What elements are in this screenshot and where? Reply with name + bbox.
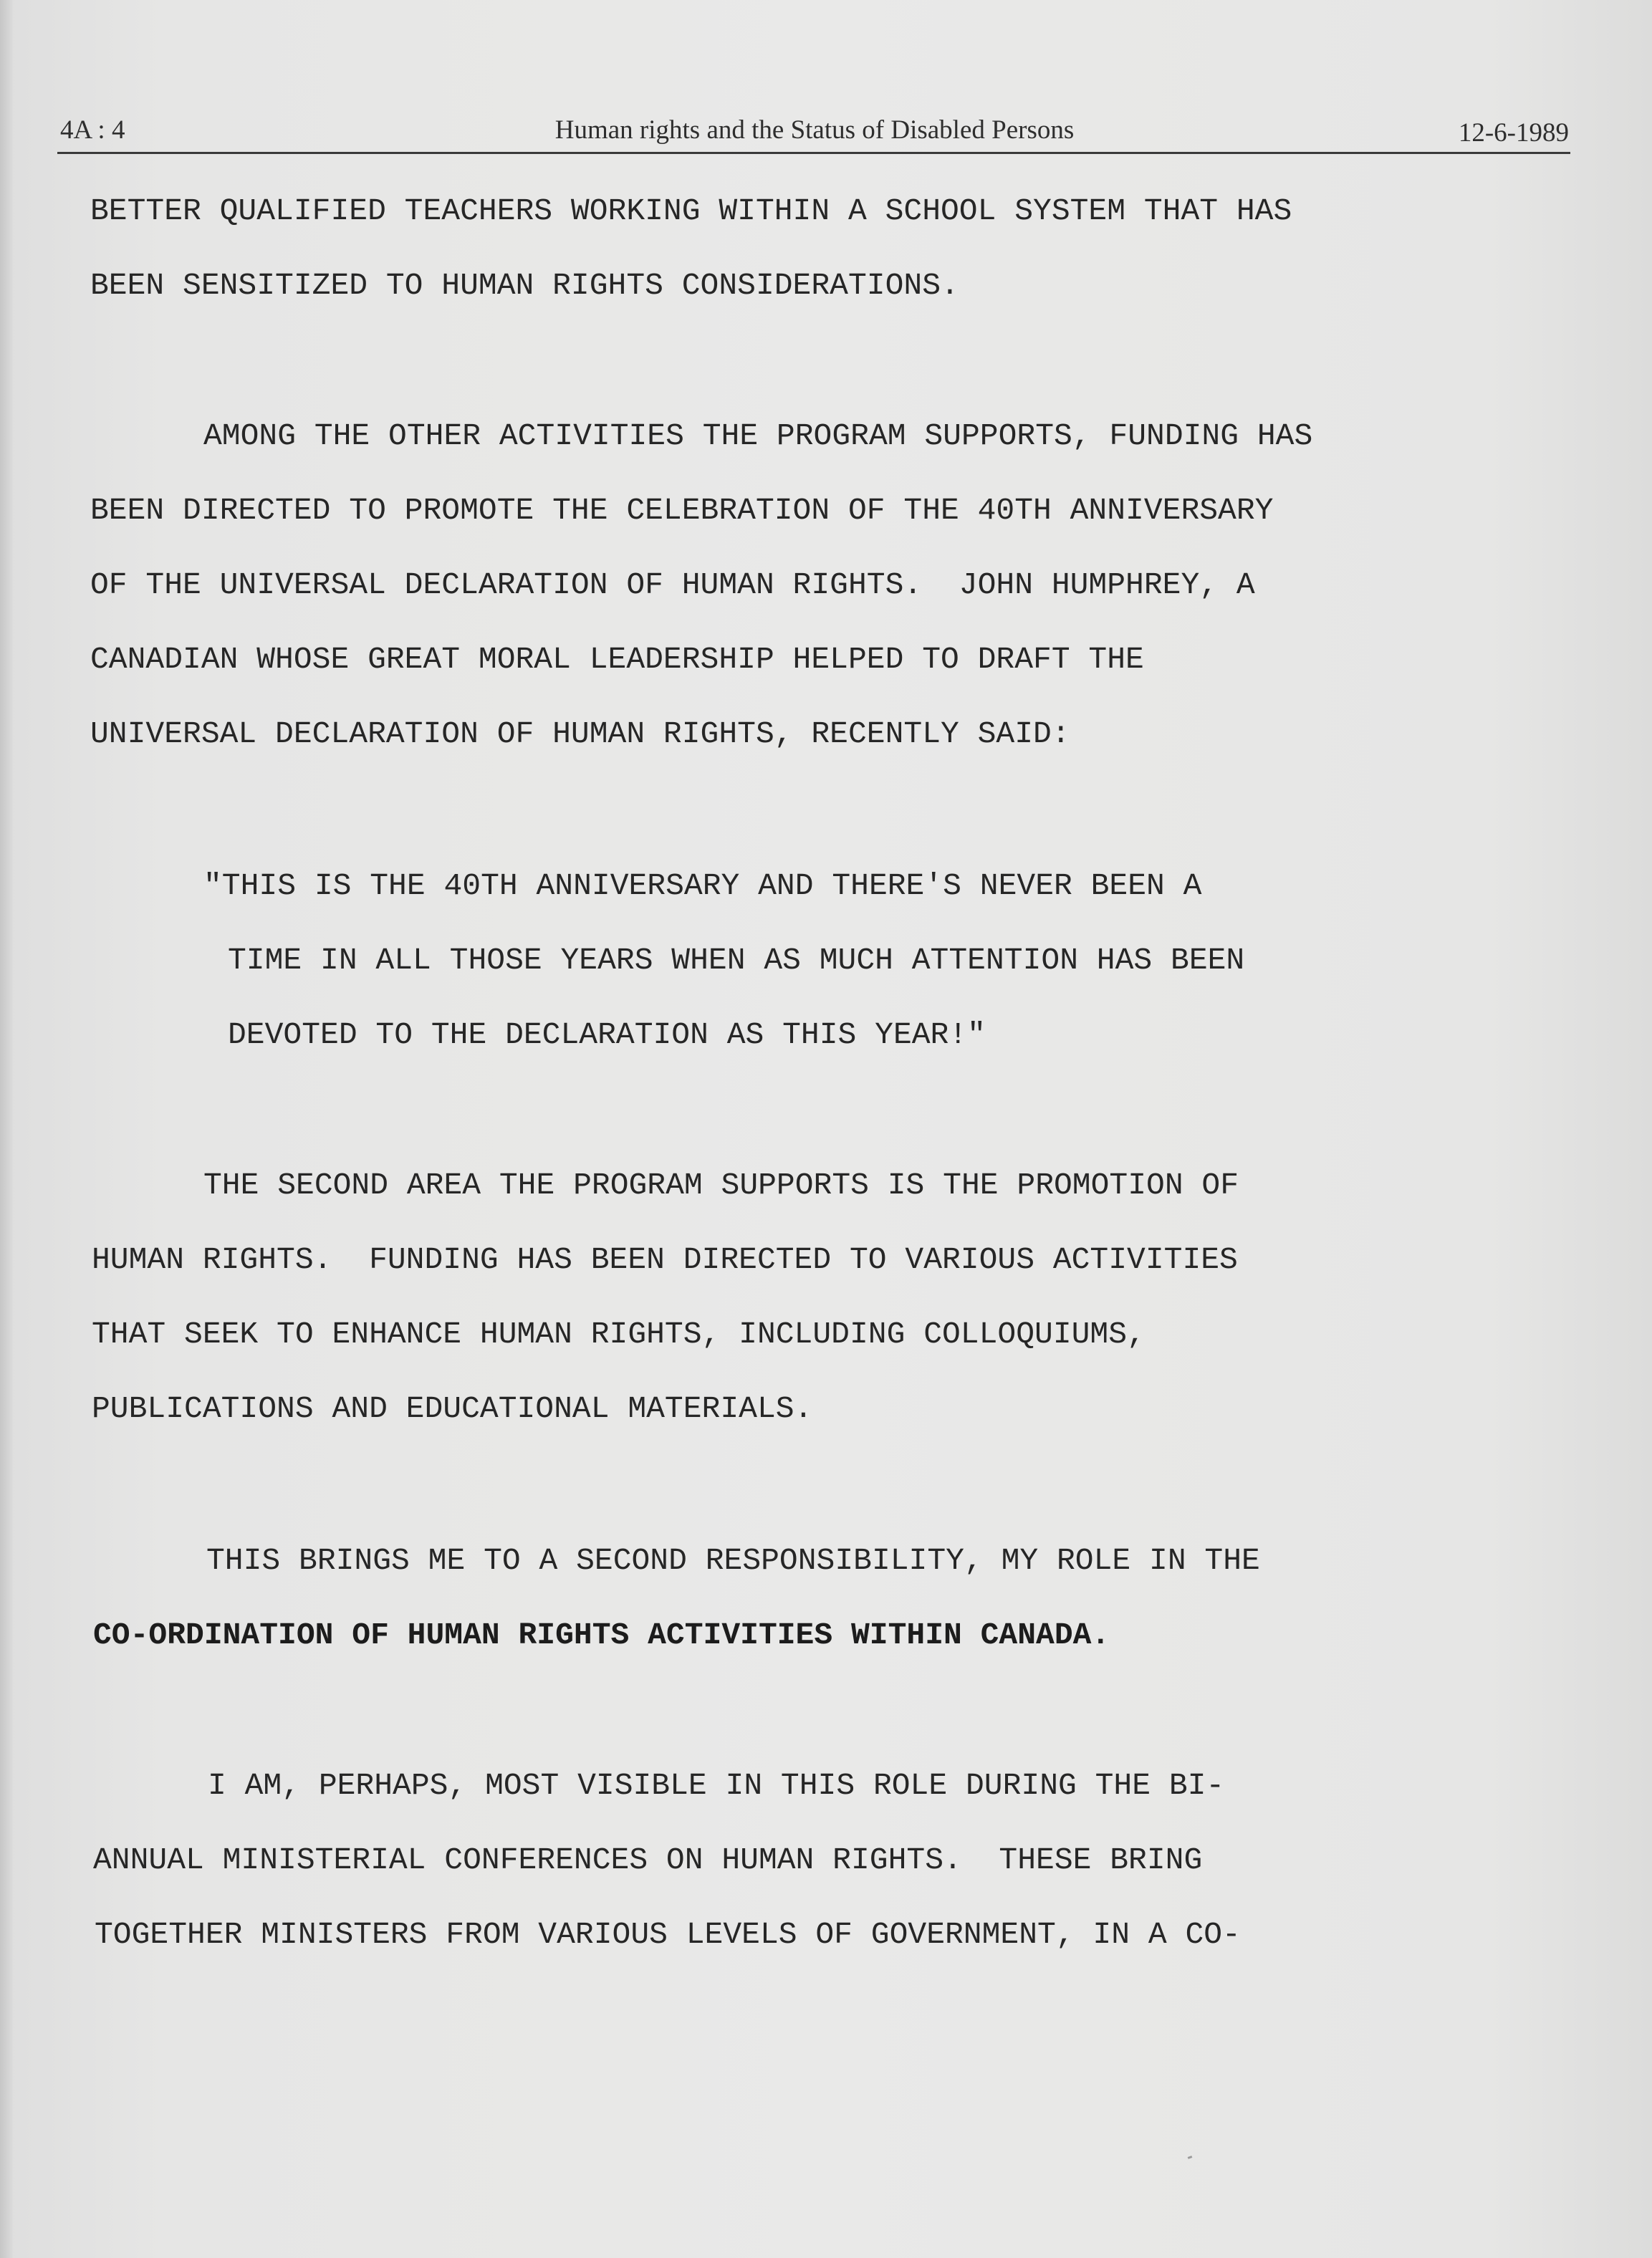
text-line: OF THE UNIVERSAL DECLARATION OF HUMAN RIGHTS. JOHN HUMPHREY, A [90,567,1255,602]
text-line: TOGETHER MINISTERS FROM VARIOUS LEVELS OF GOVERNMENT, IN A CO- [95,1917,1241,1952]
text-line: I AM, PERHAPS, MOST VISIBLE IN THIS ROLE DURING THE BI- [208,1768,1225,1803]
page-number: 4A : 4 [60,115,125,145]
text-line: BEEN SENSITIZED TO HUMAN RIGHTS CONSIDERATIONS. [90,268,959,303]
text-line: ANNUAL MINISTERIAL CONFERENCES ON HUMAN RIGHTS. THESE BRING [93,1843,1203,1878]
text-line: CANADIAN WHOSE GREAT MORAL LEADERSHIP HELPED TO DRAFT THE [90,642,1144,677]
text-line: UNIVERSAL DECLARATION OF HUMAN RIGHTS, RECENTLY SAID: [90,716,1070,751]
text-line: THAT SEEK TO ENHANCE HUMAN RIGHTS, INCLUDING COLLOQUIUMS, [92,1317,1146,1352]
quote-line: DEVOTED TO THE DECLARATION AS THIS YEAR!" [228,1017,986,1052]
header-date: 12-6-1989 [1458,118,1569,148]
text-line: AMONG THE OTHER ACTIVITIES THE PROGRAM SUPPORTS, FUNDING HAS [203,418,1313,453]
quote-line: TIME IN ALL THOSE YEARS WHEN AS MUCH ATTENTION HAS BEEN [228,943,1245,978]
text-line: BETTER QUALIFIED TEACHERS WORKING WITHIN A SCHOOL SYSTEM THAT HAS [90,193,1292,229]
text-line: THE SECOND AREA THE PROGRAM SUPPORTS IS THE PROMOTION OF [203,1168,1239,1203]
header-title: Human rights and the Status of Disabled Persons [554,115,1075,145]
text-line: PUBLICATIONS AND EDUCATIONAL MATERIALS. [92,1391,813,1426]
text-line: BEEN DIRECTED TO PROMOTE THE CELEBRATION OF THE 40TH ANNIVERSARY [90,493,1274,528]
text-line: THIS BRINGS ME TO A SECOND RESPONSIBILITY, MY ROLE IN THE [206,1543,1260,1578]
text-line: HUMAN RIGHTS. FUNDING HAS BEEN DIRECTED TO VARIOUS ACTIVITIES [92,1242,1238,1277]
text-line-bold: CO-ORDINATION OF HUMAN RIGHTS ACTIVITIES WITHIN CANADA. [93,1618,1110,1653]
quote-line: "THIS IS THE 40TH ANNIVERSARY AND THERE'S NEVER BEEN A [203,868,1202,903]
